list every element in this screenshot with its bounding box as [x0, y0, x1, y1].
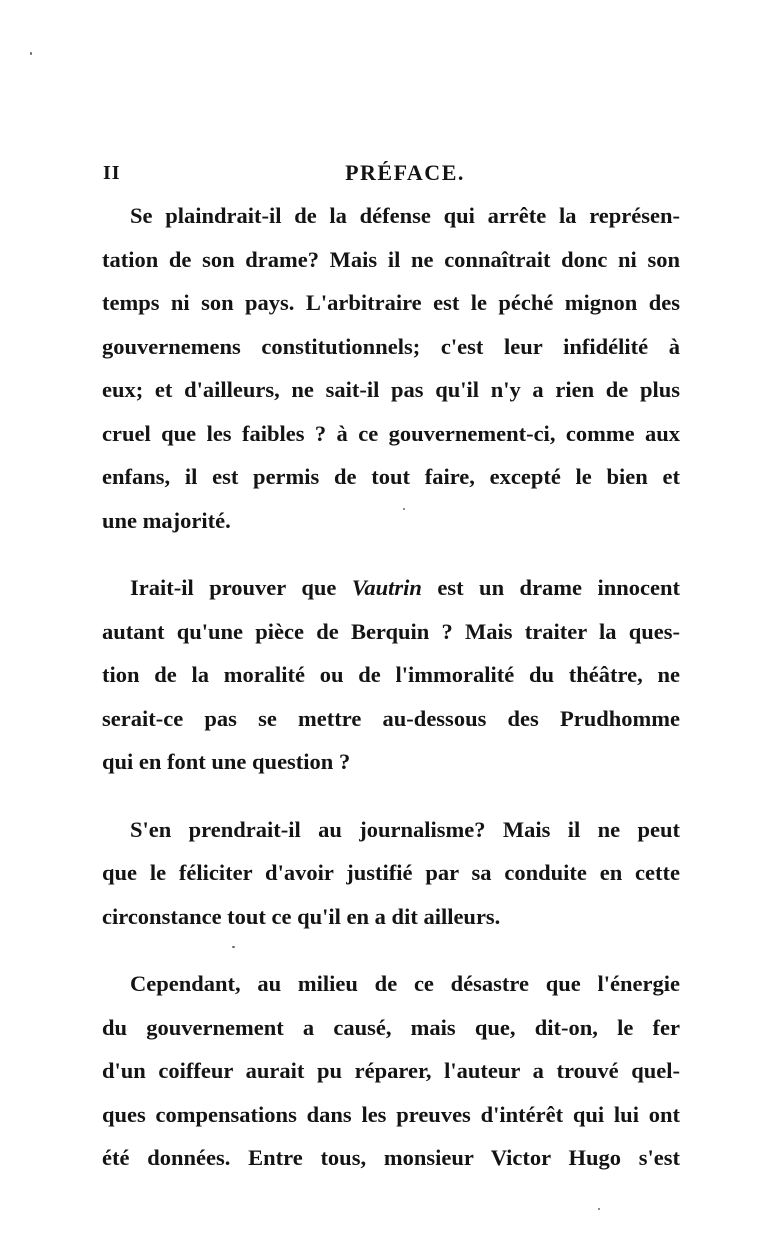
text-line: Cependant, au milieu de ce désastre que l'énergie: [130, 971, 680, 996]
text-line: enfans, il est permis de tout faire, excepté le bien et: [102, 464, 680, 489]
text-line: S'en prendrait-il au journalisme? Mais il ne peut: [130, 816, 680, 842]
text-line: temps ni son pays. L'arbitraire est le péché mignon des: [102, 290, 680, 315]
text-line: gouvernemens constitutionnels; c'est leur infidélité à: [102, 333, 680, 359]
text-line: d'un coiffeur aurait pu réparer, l'auteur a trouvé quel-: [102, 1058, 680, 1083]
text-line: tion de la moralité ou de l'immoralité du théâtre, ne: [102, 662, 680, 687]
text-line: qui en font une question ?: [102, 749, 351, 774]
paragraph-4: [102, 962, 680, 1180]
running-title: PRÉFACE.: [345, 160, 465, 185]
italic-title: Vautrin: [351, 575, 422, 600]
page-header: [100, 158, 680, 192]
text-line: que le féliciter d'avoir justifié par sa conduite en cette: [102, 860, 680, 885]
paragraph-1: [102, 194, 680, 542]
body-text: [102, 194, 680, 1180]
paragraph-3: [102, 808, 680, 939]
text-line: du gouvernement a causé, mais que, dit-on, le fer: [102, 1014, 680, 1040]
paper-speck: [30, 52, 32, 55]
text-line: circonstance tout ce qu'il en a dit ailleurs.: [102, 903, 501, 929]
paper-speck: [598, 1208, 600, 1210]
text-line: ques compensations dans les preuves d'intérêt qui lui ont: [102, 1101, 680, 1127]
text-line: serait-ce pas se mettre au-dessous des Prudhomme: [102, 705, 680, 731]
text-line: cruel que les faibles ? à ce gouvernement-ci, comme aux: [102, 420, 680, 446]
text-fragment: est un drame innocent: [437, 575, 681, 600]
text-line: été données. Entre tous, monsieur Victor Hugo s'est: [102, 1145, 680, 1170]
text-fragment: Irait-il prouver que: [130, 575, 337, 600]
text-line: Se plaindrait-il de la défense qui arrête la représen-: [130, 203, 680, 228]
text-line: autant qu'une pièce de Berquin ? Mais traiter la ques-: [102, 618, 680, 644]
paragraph-2: [102, 566, 680, 784]
text-line: tation de son drame? Mais il ne connaîtrait donc ni son: [102, 246, 680, 272]
text-line: eux; et d'ailleurs, ne sait-il pas qu'il n'y a rien de plus: [102, 377, 680, 402]
text-line: [102, 566, 680, 610]
text-line: une majorité.: [102, 507, 231, 533]
page-number: II: [103, 162, 121, 184]
